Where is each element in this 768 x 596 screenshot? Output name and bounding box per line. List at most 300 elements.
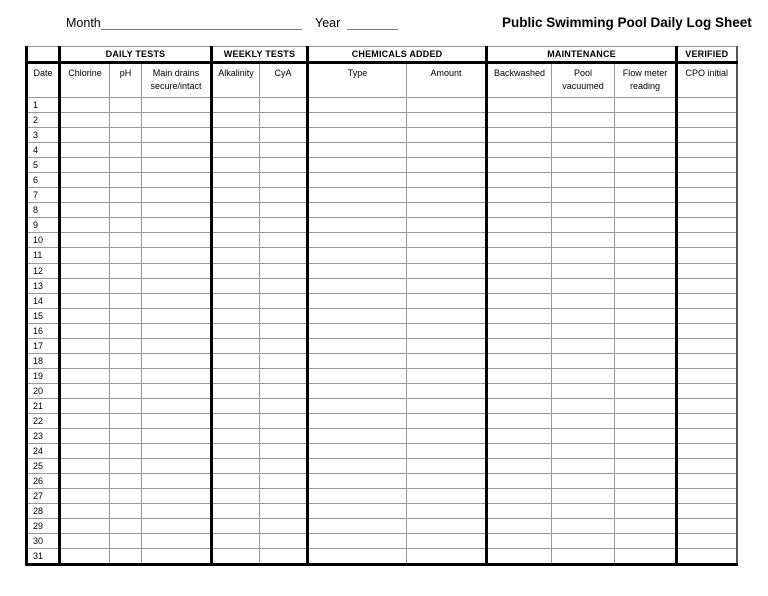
log-cell [212,158,260,173]
log-cell [260,398,308,413]
log-cell [487,263,552,278]
group-header-blank [27,47,60,63]
log-cell [552,323,615,338]
log-cell [308,429,407,444]
log-cell [615,113,677,128]
month-label: Month [66,16,101,30]
log-cell [677,143,737,158]
log-cell [110,459,142,474]
log-cell [142,489,212,504]
log-cell [60,158,110,173]
log-row [27,248,737,263]
log-cell [60,278,110,293]
log-cell [407,474,487,489]
log-cell [407,413,487,428]
log-cell [615,504,677,519]
log-cell [110,413,142,428]
log-cell [615,293,677,308]
log-cell [260,444,308,459]
log-cell [407,173,487,188]
log-cell [142,293,212,308]
column-header-type [308,63,407,98]
log-cell [110,233,142,248]
log-cell [142,128,212,143]
log-cell [677,398,737,413]
log-cell [552,504,615,519]
log-cell [677,293,737,308]
log-cell [552,474,615,489]
log-row [27,549,737,565]
column-header-backwashed [487,63,552,98]
log-cell [552,218,615,233]
date-cell: 19 [27,368,60,383]
log-cell [142,218,212,233]
log-cell [677,98,737,113]
column-header-chlorine [60,63,110,98]
log-cell [677,444,737,459]
date-cell: 20 [27,383,60,398]
log-cell [110,158,142,173]
log-cell [487,338,552,353]
log-cell [677,323,737,338]
date-cell: 5 [27,158,60,173]
date-cell: 22 [27,413,60,428]
log-cell [487,429,552,444]
log-cell [552,248,615,263]
log-cell [142,398,212,413]
log-cell [142,263,212,278]
log-cell [677,549,737,565]
log-cell [407,398,487,413]
log-cell [260,459,308,474]
log-cell [260,158,308,173]
log-cell [142,278,212,293]
log-row [27,188,737,203]
log-cell [142,188,212,203]
log-cell [677,263,737,278]
log-cell [60,353,110,368]
log-cell [142,248,212,263]
log-cell [212,413,260,428]
log-cell [615,248,677,263]
log-cell [615,534,677,549]
log-cell [142,98,212,113]
column-header-text: Chlorine [68,68,102,78]
date-cell: 9 [27,218,60,233]
column-header-pool-vacuumed [552,63,615,98]
log-cell [308,489,407,504]
log-cell [677,308,737,323]
log-cell [260,308,308,323]
log-cell [260,173,308,188]
log-cell [615,353,677,368]
group-header-daily-tests: DAILY TESTS [60,47,212,63]
log-cell [615,398,677,413]
log-cell [212,308,260,323]
log-cell [615,278,677,293]
log-cell [60,519,110,534]
log-cell [260,323,308,338]
log-cell [60,128,110,143]
log-cell [487,278,552,293]
log-cell [308,549,407,565]
log-cell [110,263,142,278]
log-row [27,368,737,383]
column-header-text: pH [119,68,132,78]
log-cell [142,323,212,338]
log-cell [677,534,737,549]
log-cell [60,308,110,323]
log-cell [110,489,142,504]
log-cell [110,474,142,489]
date-cell: 28 [27,504,60,519]
log-cell [677,158,737,173]
log-cell [407,444,487,459]
log-cell [487,158,552,173]
log-cell [212,218,260,233]
log-cell [615,413,677,428]
date-cell: 16 [27,323,60,338]
log-cell [677,413,737,428]
log-cell [142,113,212,128]
date-cell: 27 [27,489,60,504]
log-cell [308,413,407,428]
column-header-row [27,63,737,98]
log-cell [308,188,407,203]
date-cell: 30 [27,534,60,549]
log-cell [552,143,615,158]
log-cell [142,143,212,158]
log-cell [552,549,615,565]
log-cell [308,218,407,233]
column-header-text: secure/intact [150,81,202,91]
log-cell [260,429,308,444]
log-cell [308,98,407,113]
log-cell [110,293,142,308]
log-cell [212,128,260,143]
log-cell [260,188,308,203]
log-row [27,353,737,368]
log-cell [677,459,737,474]
column-header-text: CyA [274,68,292,78]
log-row [27,143,737,158]
log-cell [212,368,260,383]
column-header-flow-meter-reading [615,63,677,98]
date-cell: 17 [27,338,60,353]
log-cell [487,203,552,218]
log-cell [260,293,308,308]
log-cell [677,248,737,263]
log-cell [615,444,677,459]
date-cell: 3 [27,128,60,143]
log-cell [110,128,142,143]
log-cell [677,128,737,143]
log-cell [615,203,677,218]
log-row [27,98,737,113]
log-cell [677,188,737,203]
log-cell [212,429,260,444]
log-cell [552,98,615,113]
log-cell [60,459,110,474]
log-cell [552,368,615,383]
log-cell [110,248,142,263]
log-cell [308,278,407,293]
log-cell [212,203,260,218]
log-cell [110,504,142,519]
log-cell [552,113,615,128]
log-cell [60,338,110,353]
log-cell [677,474,737,489]
log-cell [615,489,677,504]
group-header-verified: VERIFIED [677,47,737,63]
log-cell [677,353,737,368]
log-cell [260,128,308,143]
log-cell [407,459,487,474]
log-cell [407,549,487,565]
log-cell [677,519,737,534]
log-cell [60,534,110,549]
log-cell [142,474,212,489]
log-cell [552,459,615,474]
log-cell [142,173,212,188]
date-cell: 25 [27,459,60,474]
log-cell [487,113,552,128]
column-header-text: Main drains [152,68,200,78]
log-cell [60,489,110,504]
log-cell [60,188,110,203]
log-cell [407,383,487,398]
log-cell [308,368,407,383]
log-cell [60,368,110,383]
date-cell: 8 [27,203,60,218]
log-cell [407,233,487,248]
date-cell: 15 [27,308,60,323]
log-cell [308,113,407,128]
date-cell: 11 [27,248,60,263]
log-row [27,293,737,308]
log-cell [110,308,142,323]
log-cell [308,444,407,459]
log-cell [615,263,677,278]
log-cell [212,534,260,549]
log-cell [60,398,110,413]
log-cell [142,353,212,368]
column-header-cya [260,63,308,98]
log-cell [142,383,212,398]
log-cell [60,143,110,158]
log-cell [60,429,110,444]
log-cell [407,113,487,128]
log-cell [308,474,407,489]
page-title: Public Swimming Pool Daily Log Sheet [502,15,752,30]
log-cell [615,323,677,338]
log-row [27,218,737,233]
log-cell [60,248,110,263]
log-cell [615,549,677,565]
log-cell [110,278,142,293]
log-cell [615,368,677,383]
log-cell [615,308,677,323]
log-row [27,489,737,504]
log-cell [110,398,142,413]
log-cell [60,203,110,218]
log-cell [407,248,487,263]
date-cell: 24 [27,444,60,459]
log-cell [487,444,552,459]
log-cell [212,504,260,519]
log-cell [308,534,407,549]
log-cell [308,143,407,158]
log-cell [212,519,260,534]
log-cell [615,173,677,188]
log-cell [212,113,260,128]
log-cell [260,338,308,353]
year-fill-line [347,17,398,30]
log-cell [308,263,407,278]
log-cell [260,233,308,248]
log-cell [407,489,487,504]
date-cell: 21 [27,398,60,413]
column-header-cpo-initial [677,63,737,98]
group-header-row [27,47,737,63]
column-header-text: Date [33,68,53,78]
log-cell [142,413,212,428]
column-header-text: Alkalinity [218,68,254,78]
log-cell [677,504,737,519]
log-cell [60,113,110,128]
column-header-date [27,63,60,98]
log-cell [677,338,737,353]
log-cell [487,308,552,323]
log-cell [260,519,308,534]
log-row [27,278,737,293]
log-cell [407,519,487,534]
log-cell [308,519,407,534]
log-cell [677,383,737,398]
log-cell [552,233,615,248]
log-cell [212,383,260,398]
date-cell: 13 [27,278,60,293]
log-cell [110,98,142,113]
log-cell [487,489,552,504]
column-header-main-drains [142,63,212,98]
log-cell [110,338,142,353]
date-cell: 6 [27,173,60,188]
log-cell [552,188,615,203]
log-cell [677,113,737,128]
log-cell [615,338,677,353]
log-cell [615,188,677,203]
log-row [27,444,737,459]
log-cell [552,263,615,278]
log-cell [142,429,212,444]
log-cell [308,459,407,474]
column-header-text: vacuumed [562,81,604,91]
log-row [27,474,737,489]
log-cell [677,489,737,504]
log-cell [110,353,142,368]
log-cell [142,203,212,218]
log-row [27,308,737,323]
log-cell [487,474,552,489]
log-cell [487,353,552,368]
log-cell [407,429,487,444]
log-row [27,203,737,218]
log-row [27,413,737,428]
log-row [27,519,737,534]
log-cell [212,233,260,248]
log-cell [110,188,142,203]
log-cell [552,489,615,504]
log-cell [212,173,260,188]
log-cell [552,534,615,549]
log-cell [212,489,260,504]
log-cell [487,368,552,383]
log-cell [487,233,552,248]
log-cell [407,98,487,113]
date-cell: 29 [27,519,60,534]
log-cell [407,308,487,323]
log-row [27,113,737,128]
log-cell [615,383,677,398]
log-row [27,263,737,278]
log-cell [308,203,407,218]
log-cell [615,233,677,248]
log-cell [308,383,407,398]
log-cell [308,308,407,323]
log-cell [407,504,487,519]
log-cell [142,233,212,248]
log-cell [407,158,487,173]
log-cell [552,128,615,143]
log-cell [487,383,552,398]
log-cell [615,143,677,158]
log-cell [308,158,407,173]
log-cell [407,368,487,383]
log-cell [487,128,552,143]
log-cell [212,474,260,489]
log-cell [142,368,212,383]
log-cell [212,353,260,368]
log-cell [407,338,487,353]
log-cell [308,173,407,188]
log-cell [110,218,142,233]
month-fill-line [101,17,302,30]
log-cell [487,218,552,233]
log-cell [110,383,142,398]
log-cell [60,293,110,308]
log-cell [260,218,308,233]
log-cell [407,534,487,549]
log-cell [212,444,260,459]
log-cell [552,429,615,444]
log-cell [308,504,407,519]
log-cell [677,368,737,383]
log-cell [260,113,308,128]
log-cell [110,203,142,218]
log-cell [110,113,142,128]
log-cell [487,188,552,203]
date-cell: 4 [27,143,60,158]
log-cell [260,413,308,428]
log-cell [487,534,552,549]
date-cell: 7 [27,188,60,203]
column-header-text: Pool [574,68,593,78]
log-cell [552,398,615,413]
log-cell [60,504,110,519]
log-cell [260,98,308,113]
log-cell [212,278,260,293]
